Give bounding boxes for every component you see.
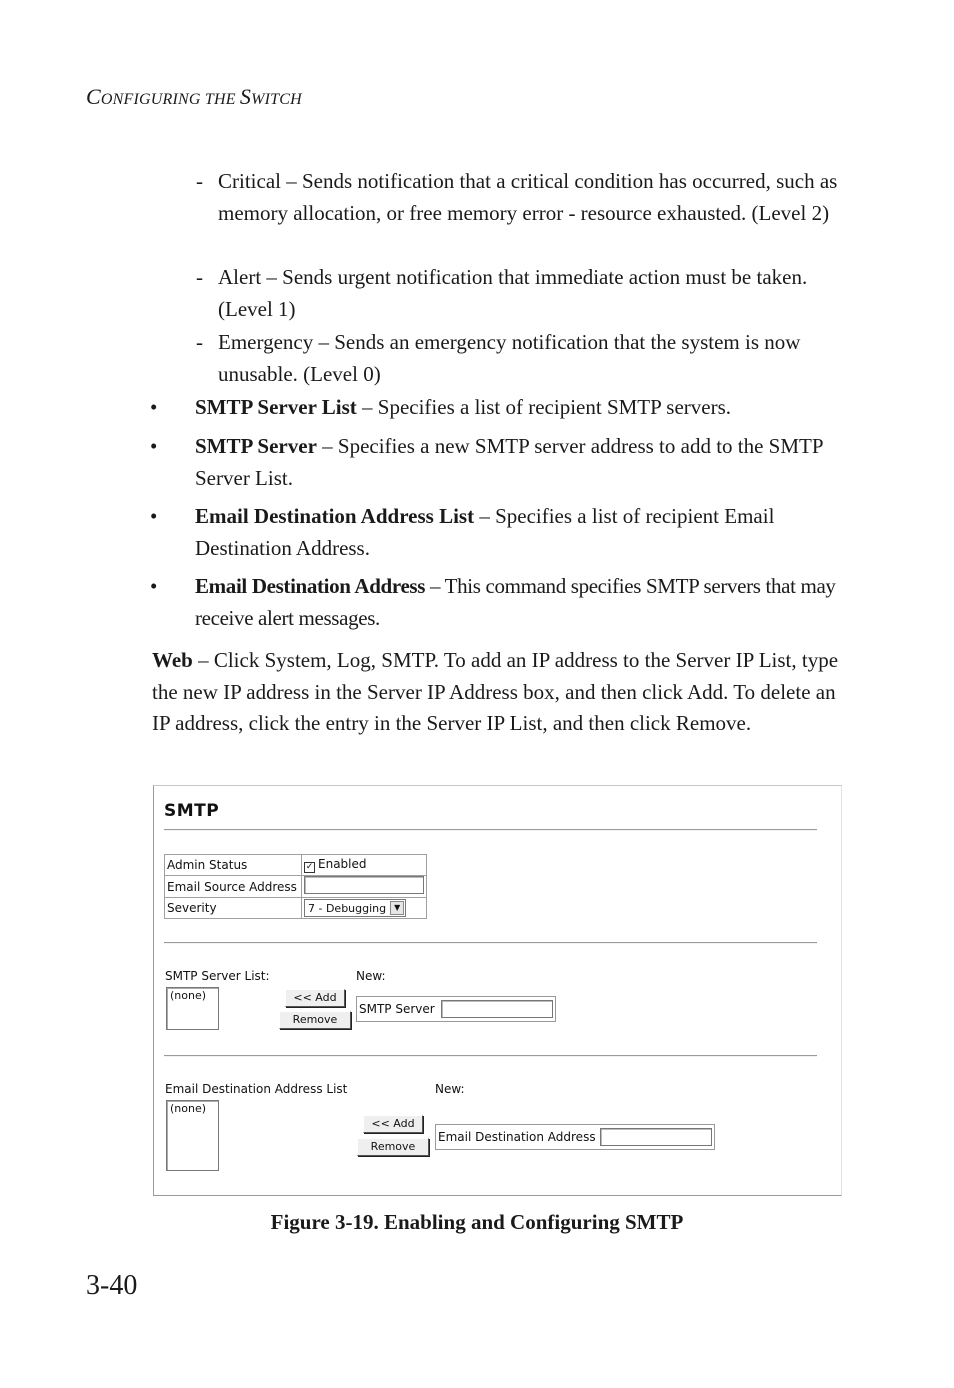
dash-marker: - — [196, 169, 203, 193]
running-head-text: WITCH — [251, 91, 302, 108]
bullet-term: SMTP Server List — [195, 395, 357, 419]
web-instructions — [152, 645, 852, 740]
severity-item-critical — [196, 166, 846, 229]
bullet-marker: • — [150, 504, 158, 528]
dash-marker: - — [196, 265, 203, 289]
admin-status-value: Enabled — [318, 857, 367, 871]
email-destination-input[interactable] — [600, 1128, 712, 1146]
email-source-cell — [302, 876, 427, 898]
admin-status-label: Admin Status — [165, 855, 302, 876]
running-head-cap: C — [86, 84, 101, 109]
bullet-smtp-server-list — [150, 392, 850, 424]
severity-text: Critical – Sends notification that a critical condition has occurred, such as memory allocation, or free memory error - resource exhausted. (Level 2) — [218, 169, 838, 225]
bullet-marker: • — [150, 434, 158, 458]
running-head-cap: S — [239, 84, 252, 109]
smtp-server-list-label: SMTP Server List: — [165, 969, 270, 983]
running-head — [86, 84, 302, 110]
bullet-smtp-server — [150, 431, 850, 494]
severity-text: Alert – Sends urgent notification that immediate action must be taken. (Level 1) — [218, 265, 808, 321]
severity-item-emergency — [196, 327, 846, 390]
severity-select[interactable] — [304, 899, 406, 917]
smtp-server-listbox[interactable]: (none) — [166, 987, 219, 1030]
smtp-server-input[interactable] — [441, 1000, 553, 1018]
bullet-desc: – Specifies a list of recipient Email Destination Address. — [195, 504, 775, 560]
checkbox-checked-icon[interactable]: ✓ — [305, 862, 314, 872]
severity-item-alert — [196, 262, 846, 325]
web-term: Web — [152, 648, 193, 672]
dropdown-arrow-icon[interactable]: ▼ — [390, 901, 404, 915]
smtp-server-new-label: New: — [356, 969, 386, 983]
add-destination-button[interactable]: << Add — [363, 1115, 423, 1133]
web-text: – Click System, Log, SMTP. To add an IP address to the Server IP List, type the new IP address in the Server IP Address box, and then click Add. To delete an IP address, click the entry in the Server IP List, and then click Remove. — [152, 648, 839, 735]
email-destination-list-label: Email Destination Address List — [165, 1082, 348, 1096]
smtp-config-figure — [153, 785, 842, 1196]
dash-marker: - — [196, 330, 203, 354]
email-destination-listbox[interactable]: (none) — [166, 1100, 219, 1171]
severity-label: Severity — [165, 898, 302, 919]
severity-selected-value: 7 - Debugging — [308, 901, 387, 915]
email-destination-label: Email Destination Address — [438, 1130, 596, 1144]
severity-cell — [302, 898, 427, 919]
divider — [164, 829, 817, 831]
bullet-term: SMTP Server — [195, 434, 317, 458]
remove-server-button[interactable]: Remove — [279, 1011, 351, 1029]
running-head-text: ONFIGURING THE — [100, 91, 240, 108]
bullet-desc: – Specifies a list of recipient SMTP servers. — [356, 395, 731, 419]
smtp-server-group — [356, 996, 556, 1022]
page-number: 3-40 — [86, 1270, 138, 1301]
bullet-marker: • — [150, 574, 158, 598]
smtp-server-label: SMTP Server — [359, 1002, 435, 1016]
bullet-desc: – Specifies a new SMTP server address to add to the SMTP Server List. — [195, 434, 823, 490]
remove-destination-button[interactable]: Remove — [357, 1138, 429, 1156]
admin-status-cell — [302, 855, 427, 876]
divider — [164, 1055, 817, 1057]
email-source-input[interactable] — [304, 876, 424, 894]
bullet-term: Email Destination Address — [195, 574, 426, 598]
bullet-desc: – This command specifies SMTP servers that may receive alert messages. — [195, 574, 836, 630]
email-destination-new-label: New: — [435, 1082, 465, 1096]
email-source-label: Email Source Address — [165, 876, 302, 898]
divider — [164, 942, 817, 944]
smtp-title: SMTP — [164, 801, 220, 821]
email-destination-group — [435, 1124, 715, 1150]
bullet-marker: • — [150, 395, 158, 419]
figure-caption: Figure 3-19. Enabling and Configuring SMTP — [270, 1210, 684, 1234]
severity-text: Emergency – Sends an emergency notification that the system is now unusable. (Level 0) — [218, 330, 801, 386]
bullet-term: Email Destination Address List — [195, 504, 475, 528]
bullet-email-destination-address — [150, 571, 850, 634]
bullet-email-destination-list — [150, 501, 850, 564]
add-server-button[interactable]: << Add — [285, 989, 345, 1007]
smtp-settings-table — [164, 854, 427, 919]
